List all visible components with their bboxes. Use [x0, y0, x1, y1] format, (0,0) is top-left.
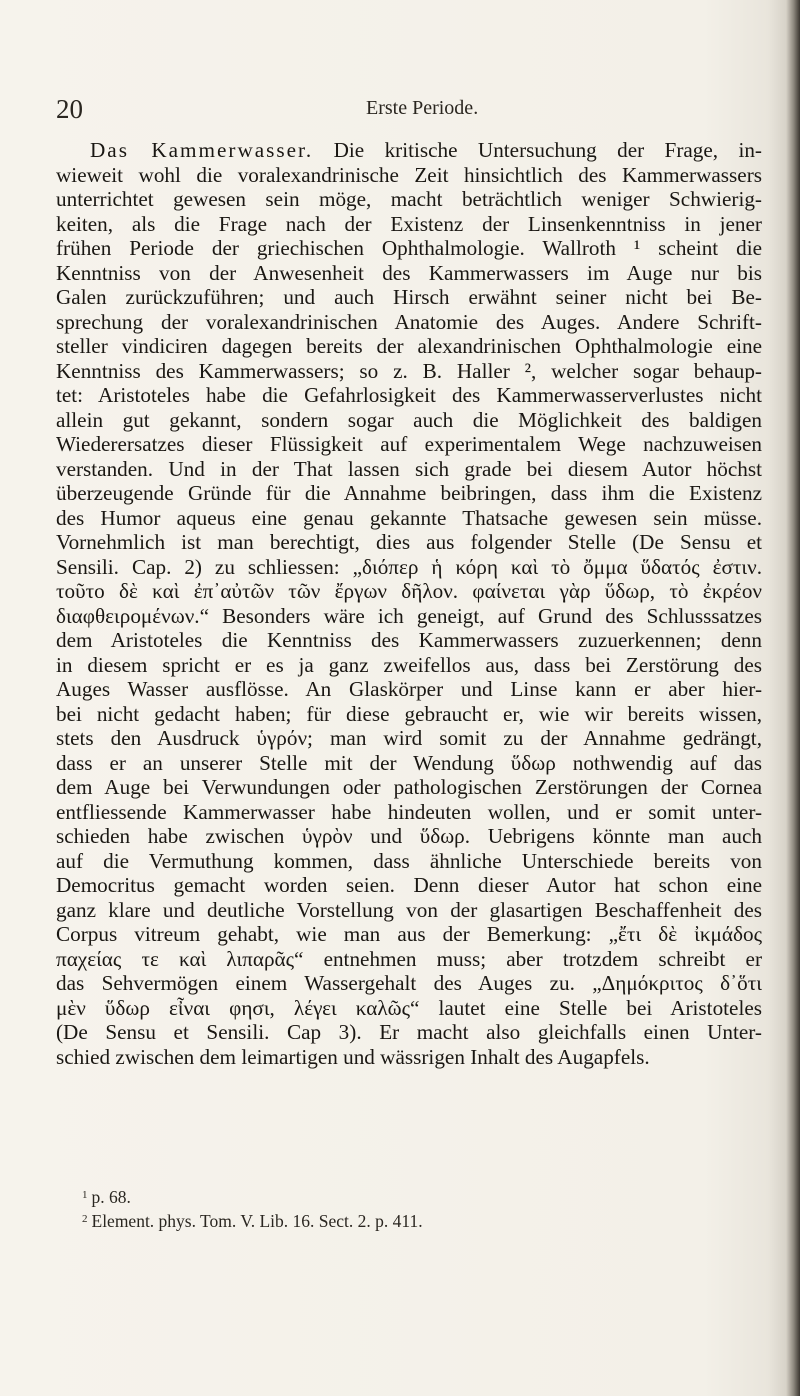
text-line: dem Aristoteles die Kenntniss des Kammerwassers zuzuerkennen; denn — [56, 628, 762, 652]
text-line: Das Kammerwasser. Die kritische Untersuchung der Frage, in- — [90, 138, 762, 162]
text-line: τοῦτο δὲ καὶ ἐπ᾽αὐτῶν τῶν ἔργων δῆλον. φαίνεται γὰρ ὕδωρ, τὸ ἐκρέον — [56, 579, 762, 603]
text-line: das Sehvermögen einem Wassergehalt des Auges zu. „Δημόκριτος δ᾽ὅτι — [56, 971, 762, 995]
text-line: ganz klare und deutliche Vorstellung von der glasartigen Beschaffenheit des — [56, 897, 762, 922]
text-line: verstanden. Und in der That lassen sich grade bei diesem Autor höchst — [56, 456, 762, 481]
text-line: Vornehmlich ist man berechtigt, dies aus folgender Stelle (De Sensu et — [56, 530, 762, 554]
text-line: sprechung der voralexandrinischen Anatomie des Auges. Andere Schrift- — [56, 309, 762, 334]
text-line: frühen Periode der griechischen Ophthalmologie. Wallroth ¹ scheint die — [56, 236, 762, 260]
page-number: 20 — [56, 94, 83, 124]
text-line: überzeugende Gründe für die Annahme beibringen, dass ihm die Existenz — [56, 481, 762, 505]
text-line: Sensili. Cap. 2) zu schliessen: „διόπερ ἡ κόρη καὶ τὸ ὄμμα ὕδατός ἐστιν. — [56, 554, 762, 579]
footnotes — [82, 1184, 722, 1232]
text-line: des Humor aqueus eine genau gekannte Thatsache gewesen sein müsse. — [56, 505, 762, 530]
text-line: entfliessende Kammerwasser habe hindeuten wollen, und er somit unter- — [56, 799, 762, 824]
text-line: Kenntniss von der Anwesenheit des Kammerwassers im Auge nur bis — [56, 260, 762, 285]
text-line: in diesem spricht er es ja ganz zweifellos aus, dass bei Zerstörung des — [56, 652, 762, 677]
text-line: μὲν ὕδωρ εἶναι φησι, λέγει καλῶς“ lautet eine Stelle bei Aristoteles — [56, 995, 762, 1020]
text-line: Galen zurückzuführen; und auch Hirsch erwähnt seiner nicht bei Be- — [56, 285, 762, 309]
text-line: keiten, als die Frage nach der Existenz der Linsenkenntniss in jener — [56, 211, 762, 236]
running-head: Erste Periode. — [366, 97, 479, 119]
text-line: unterrichtet gewesen sein möge, macht beträchtlich weniger Schwierig- — [56, 187, 762, 211]
text-line: wieweit wohl die voralexandrinische Zeit hinsichtlich des Kammerwassers — [56, 162, 762, 187]
text-line: auf die Vermuthung kommen, dass ähnliche Unterschiede bereits von — [56, 848, 762, 873]
section-lead: Das Kammerwasser. — [90, 138, 314, 162]
text-line: (De Sensu et Sensili. Cap 3). Er macht also gleichfalls einen Unter- — [56, 1020, 762, 1044]
text-line: Kenntniss des Kammerwassers; so z. B. Haller ², welcher sogar behaup- — [56, 358, 762, 383]
text-line: tet: Aristoteles habe die Gefahrlosigkeit des Kammerwasserverlustes nicht — [56, 383, 762, 407]
text-line: schieden habe zwischen ὑγρὸν und ὕδωρ. Uebrigens könnte man auch — [56, 824, 762, 848]
page-header — [56, 92, 746, 132]
footnote-text: p. 68. — [91, 1187, 131, 1207]
footnote — [82, 1208, 722, 1232]
footnote-mark: 1 — [82, 1189, 88, 1201]
text-line: dem Auge bei Verwundungen oder pathologischen Zerstörungen der Cornea — [56, 775, 762, 799]
text-line: dass er an unserer Stelle mit der Wendung ὕδωρ nothwendig auf das — [56, 750, 762, 775]
text-line: παχείας τε καὶ λιπαρᾶς“ entnehmen muss; aber trotzdem schreibt er — [56, 946, 762, 971]
footnote — [82, 1184, 722, 1208]
text-line: stets den Ausdruck ὑγρόν; man wird somit zu der Annahme gedrängt, — [56, 726, 762, 750]
page-edge-shadow — [786, 0, 800, 1396]
text-line: Corpus vitreum gehabt, wie man aus der Bemerkung: „ἔτι δὲ ἰκμάδος — [56, 922, 762, 946]
text-line: Democritus gemacht worden seien. Denn dieser Autor hat schon eine — [56, 873, 762, 897]
footnote-text: Element. phys. Tom. V. Lib. 16. Sect. 2. p. 411. — [91, 1211, 423, 1231]
text-line: allein gut gekannt, sondern sogar auch die Möglichkeit des baldigen — [56, 407, 762, 432]
text-line: bei nicht gedacht haben; für diese gebraucht er, wie wir bereits wissen, — [56, 701, 762, 726]
text-line: Wiederersatzes dieser Flüssigkeit auf experimentalem Wege nachzuweisen — [56, 432, 762, 456]
text-line: steller vindiciren dagegen bereits der alexandrinischen Ophthalmologie eine — [56, 334, 762, 358]
body-paragraph — [56, 138, 762, 1069]
text-line: Auges Wasser ausflösse. An Glaskörper und Linse kann er aber hier- — [56, 677, 762, 701]
text-line: schied zwischen dem leimartigen und wässrigen Inhalt des Augapfels. — [56, 1044, 650, 1069]
footnote-mark: 2 — [82, 1213, 88, 1225]
text-line: διαφθειρομένων.“ Besonders wäre ich geneigt, auf Grund des Schlusssatzes — [56, 603, 762, 628]
